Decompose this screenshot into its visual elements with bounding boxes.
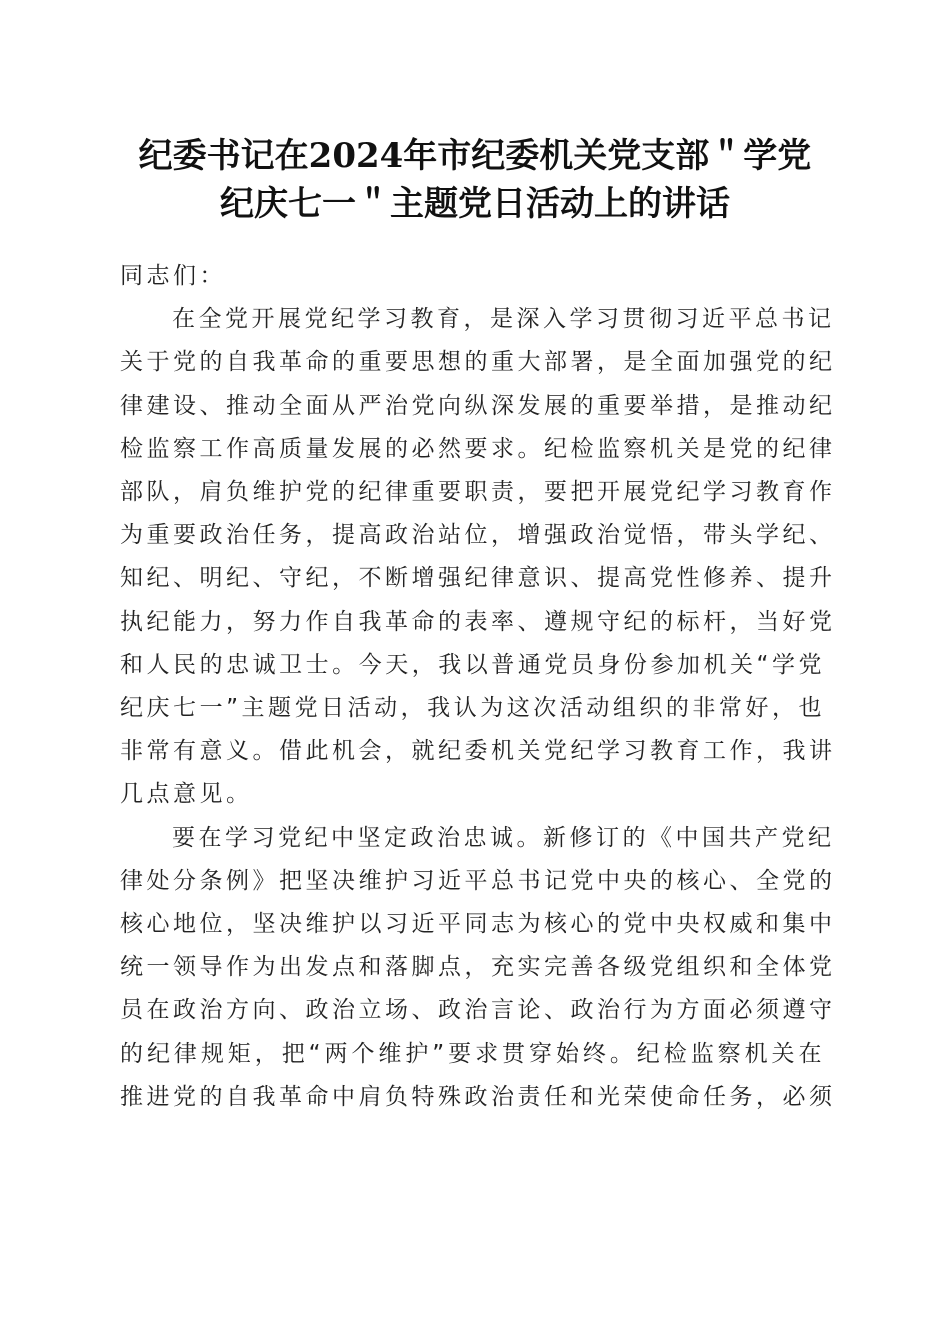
document-body xyxy=(120,255,836,1119)
paragraph-line: 部队，肩负维护党的纪律重要职责，要把开展党纪学习教育作 xyxy=(120,479,836,506)
paragraph-line: 的纪律规矩，把“两个维护”要求贯穿始终。纪检监察机关在 xyxy=(120,1040,825,1067)
paragraph-line: 关于党的自我革命的重要思想的重大部署，是全面加强党的纪 xyxy=(120,349,836,376)
paragraph-line: 知纪、明纪、守纪，不断增强纪律意识、提高党性修养、提升 xyxy=(120,565,836,592)
title-line-1: 纪委书记在2024年市纪委机关党支部＂学党 xyxy=(138,136,812,176)
document-title xyxy=(100,132,850,228)
paragraph-line: 和人民的忠诚卫士。今天，我以普通党员身份参加机关“学党 xyxy=(120,651,825,678)
paragraph-line: 推进党的自我革命中肩负特殊政治责任和光荣使命任务，必须 xyxy=(120,1083,836,1110)
paragraph-line: 非常有意义。借此机会，就纪委机关党纪学习教育工作，我讲 xyxy=(120,738,836,765)
title-line-2: 纪庆七一＂主题党日活动上的讲话 xyxy=(220,184,730,224)
paragraph-line: 要在学习党纪中坚定政治忠诚。新修订的《中国共产党纪 xyxy=(172,824,835,851)
paragraph-line: 核心地位，坚决维护以习近平同志为核心的党中央权威和集中 xyxy=(120,911,836,938)
paragraph-line: 执纪能力，努力作自我革命的表率、遵规守纪的标杆，当好党 xyxy=(120,608,836,635)
paragraph-2 xyxy=(120,817,836,1119)
paragraph-line: 几点意见。 xyxy=(120,781,253,808)
paragraph-1 xyxy=(120,298,836,816)
paragraph-line: 在全党开展党纪学习教育，是深入学习贯彻习近平总书记 xyxy=(172,306,835,333)
paragraph-line: 统一领导作为出发点和落脚点，充实完善各级党组织和全体党 xyxy=(120,954,836,981)
paragraph-line: 为重要政治任务，提高政治站位，增强政治觉悟，带头学纪、 xyxy=(120,522,836,549)
paragraph-line: 纪庆七一”主题党日活动，我认为这次活动组织的非常好，也 xyxy=(120,695,825,722)
paragraph-line: 律建设、推动全面从严治党向纵深发展的重要举措，是推动纪 xyxy=(120,392,836,419)
paragraph-line: 员在政治方向、政治立场、政治言论、政治行为方面必须遵守 xyxy=(120,997,836,1024)
paragraph-line: 检监察工作高质量发展的必然要求。纪检监察机关是党的纪律 xyxy=(120,435,836,462)
paragraph-line: 律处分条例》把坚决维护习近平总书记党中央的核心、全党的 xyxy=(120,867,836,894)
salutation: 同志们： xyxy=(120,263,226,289)
